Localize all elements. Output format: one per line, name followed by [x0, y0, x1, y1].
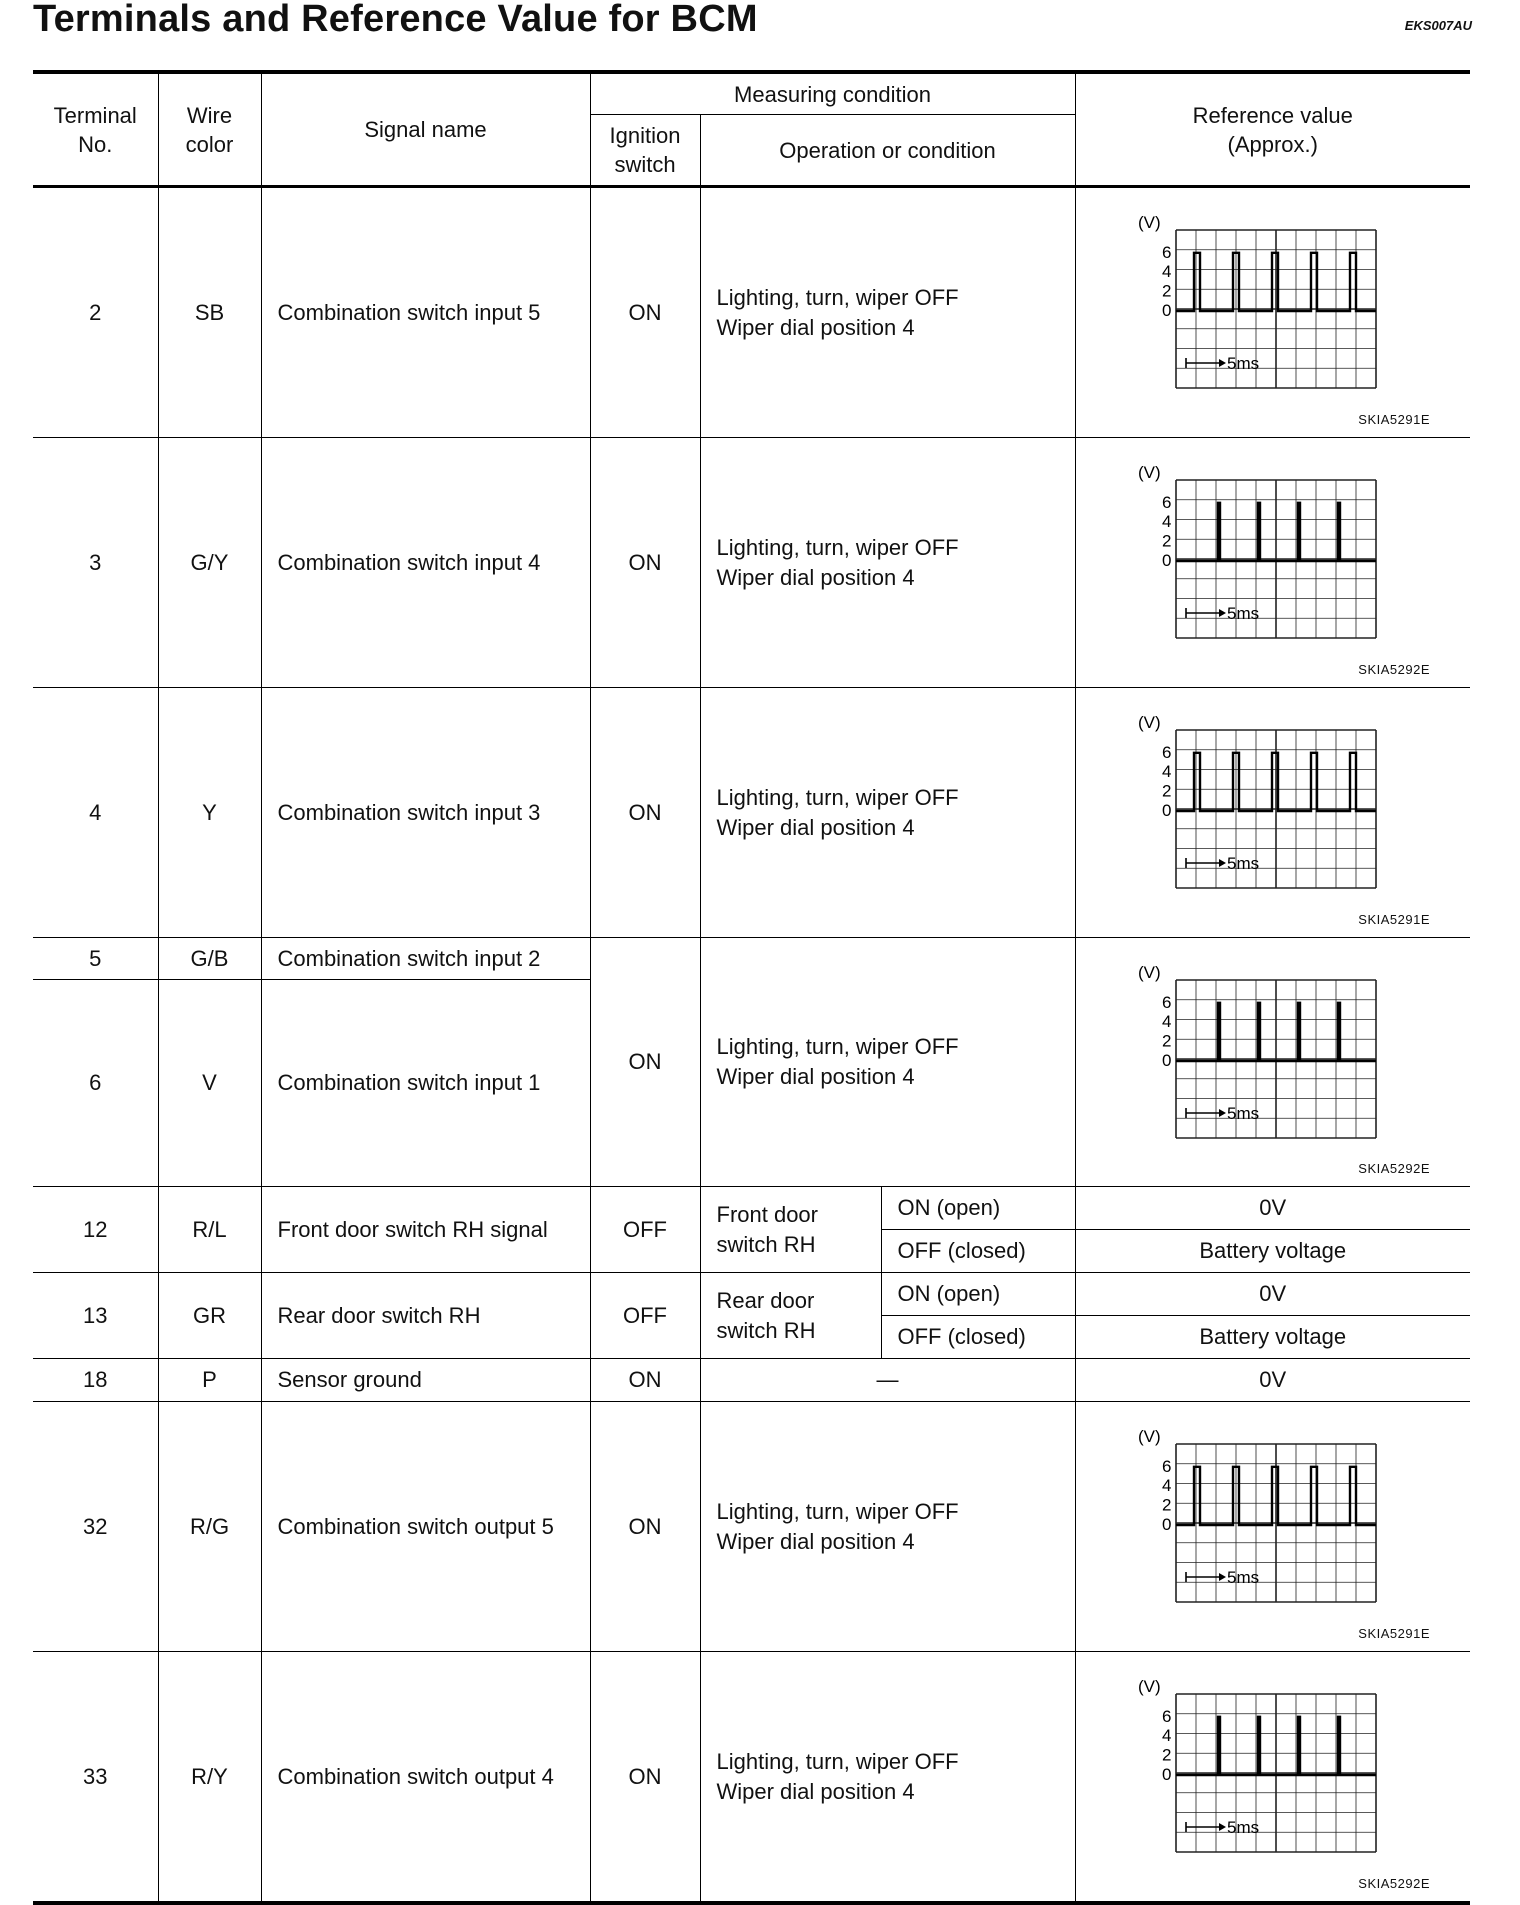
- y-tick-label: 2: [1161, 1745, 1171, 1765]
- arrow-right-icon: [1219, 359, 1226, 367]
- condition-cell: [700, 1187, 881, 1273]
- table-row: [33, 1273, 1470, 1316]
- condition-line: switch RH: [716, 1231, 816, 1257]
- y-tick-label: 0: [1161, 801, 1171, 820]
- waveform-chart: [1138, 966, 1383, 1142]
- terminal-cell: 18: [33, 1359, 158, 1402]
- terminal-cell: 5: [33, 938, 158, 980]
- wire-cell: V: [158, 980, 261, 1187]
- wire-cell: G/B: [158, 938, 261, 980]
- condition-cell: [700, 1273, 881, 1359]
- ignition-cell: ON: [590, 438, 700, 688]
- table-row: [33, 938, 1470, 980]
- signal-cell: Combination switch input 5: [261, 187, 590, 438]
- condition-line: Rear door: [716, 1287, 815, 1313]
- waveform-chart: [1138, 1680, 1383, 1856]
- operation-cell: [700, 688, 1075, 938]
- signal-cell: Front door switch RH signal: [261, 1187, 590, 1273]
- table-row: [33, 688, 1470, 938]
- operation-line: Lighting, turn, wiper OFF: [716, 784, 959, 810]
- wire-cell: SB: [158, 187, 261, 438]
- reference-cell: [1075, 187, 1470, 438]
- figure-id: SKIA5292E: [1358, 1161, 1430, 1176]
- figure-id: SKIA5291E: [1358, 912, 1430, 927]
- terminal-cell: 3: [33, 438, 158, 688]
- header-reference-value: Reference value (Approx.): [1075, 72, 1470, 187]
- waveform-svg: [1138, 966, 1383, 1142]
- arrow-right-icon: [1219, 609, 1226, 617]
- signal-cell: Sensor ground: [261, 1359, 590, 1402]
- y-tick-label: 4: [1161, 1726, 1171, 1746]
- operation-line: Wiper dial position 4: [716, 1528, 915, 1554]
- signal-cell: Combination switch output 4: [261, 1652, 590, 1904]
- table-row: [33, 1402, 1470, 1652]
- arrow-right-icon: [1219, 1573, 1226, 1581]
- y-tick-label: 0: [1161, 551, 1171, 570]
- figure-id: SKIA5291E: [1358, 412, 1430, 427]
- operation-cell: [700, 438, 1075, 688]
- waveform-svg: [1138, 466, 1383, 642]
- time-scale-label: 5ms: [1226, 854, 1259, 873]
- operation-line: Wiper dial position 4: [716, 814, 915, 840]
- reference-cell: [1075, 938, 1470, 1187]
- operation-cell: [700, 938, 1075, 1187]
- waveform-chart: [1138, 1430, 1383, 1606]
- y-tick-label: 0: [1161, 1051, 1171, 1070]
- y-tick-label: 6: [1161, 492, 1171, 512]
- time-scale-label: 5ms: [1226, 1568, 1259, 1587]
- axis-unit-label: (V): [1137, 966, 1161, 982]
- operation-cell: [700, 1652, 1075, 1904]
- table-row: [33, 187, 1470, 438]
- condition-line: switch RH: [716, 1317, 816, 1343]
- y-tick-label: 4: [1161, 1012, 1171, 1032]
- y-tick-label: 4: [1161, 762, 1171, 782]
- condition-line: Front door: [716, 1201, 818, 1227]
- document-code: EKS007AU: [1404, 18, 1472, 33]
- axis-unit-label: (V): [1137, 216, 1161, 232]
- arrow-right-icon: [1219, 1109, 1226, 1117]
- waveform-svg: [1138, 1680, 1383, 1856]
- page-title: Terminals and Reference Value for BCM: [33, 0, 758, 40]
- value-cell: Battery voltage: [1075, 1316, 1470, 1359]
- operation-line: Lighting, turn, wiper OFF: [716, 1748, 959, 1774]
- terminal-cell: 4: [33, 688, 158, 938]
- table-row: [33, 1652, 1470, 1904]
- ignition-cell: ON: [590, 1359, 700, 1402]
- ignition-cell: OFF: [590, 1187, 700, 1273]
- header-ignition-switch: Ignition switch: [590, 115, 700, 187]
- header-operation: Operation or condition: [700, 115, 1075, 187]
- value-cell: 0V: [1075, 1359, 1470, 1402]
- table-row: [33, 1359, 1470, 1402]
- operation-line: Wiper dial position 4: [716, 1778, 915, 1804]
- y-tick-label: 6: [1161, 1456, 1171, 1476]
- ignition-cell: ON: [590, 938, 700, 1187]
- signal-cell: Combination switch output 5: [261, 1402, 590, 1652]
- y-tick-label: 2: [1161, 281, 1171, 301]
- state-cell: ON (open): [881, 1273, 1075, 1316]
- time-scale-label: 5ms: [1226, 1818, 1259, 1837]
- value-cell: 0V: [1075, 1273, 1470, 1316]
- header-measuring-condition: Measuring condition: [590, 72, 1075, 115]
- operation-cell: —: [700, 1359, 1075, 1402]
- terminal-cell: 12: [33, 1187, 158, 1273]
- y-tick-label: 0: [1161, 1765, 1171, 1784]
- y-tick-label: 4: [1161, 262, 1171, 282]
- wire-cell: G/Y: [158, 438, 261, 688]
- value-cell: 0V: [1075, 1187, 1470, 1230]
- y-tick-label: 6: [1161, 992, 1171, 1012]
- axis-unit-label: (V): [1137, 466, 1161, 482]
- arrow-right-icon: [1219, 1823, 1226, 1831]
- terminal-cell: 6: [33, 980, 158, 1187]
- value-cell: Battery voltage: [1075, 1230, 1470, 1273]
- state-cell: ON (open): [881, 1187, 1075, 1230]
- time-scale-label: 5ms: [1226, 1104, 1259, 1123]
- operation-line: Wiper dial position 4: [716, 564, 915, 590]
- header-wire-color: Wire color: [158, 72, 261, 187]
- y-tick-label: 6: [1161, 742, 1171, 762]
- arrow-right-icon: [1219, 859, 1226, 867]
- reference-cell: [1075, 688, 1470, 938]
- wire-cell: R/G: [158, 1402, 261, 1652]
- signal-cell: Combination switch input 1: [261, 980, 590, 1187]
- axis-unit-label: (V): [1137, 716, 1161, 732]
- y-tick-label: 6: [1161, 1706, 1171, 1726]
- y-tick-label: 0: [1161, 1515, 1171, 1534]
- ignition-cell: ON: [590, 187, 700, 438]
- y-tick-label: 0: [1161, 301, 1171, 320]
- signal-cell: Combination switch input 3: [261, 688, 590, 938]
- operation-line: Lighting, turn, wiper OFF: [716, 1034, 959, 1059]
- ignition-cell: OFF: [590, 1273, 700, 1359]
- terminal-cell: 32: [33, 1402, 158, 1652]
- wire-cell: Y: [158, 688, 261, 938]
- waveform-svg: [1138, 716, 1383, 892]
- wire-cell: R/Y: [158, 1652, 261, 1904]
- time-scale-label: 5ms: [1226, 604, 1259, 623]
- y-tick-label: 2: [1161, 1495, 1171, 1515]
- reference-cell: [1075, 438, 1470, 688]
- y-tick-label: 4: [1161, 512, 1171, 532]
- y-tick-label: 2: [1161, 1031, 1171, 1051]
- y-tick-label: 2: [1161, 781, 1171, 801]
- wire-cell: P: [158, 1359, 261, 1402]
- operation-line: Wiper dial position 4: [716, 1064, 915, 1089]
- ignition-cell: ON: [590, 1652, 700, 1904]
- reference-cell: [1075, 1402, 1470, 1652]
- operation-line: Wiper dial position 4: [716, 314, 915, 340]
- figure-id: SKIA5291E: [1358, 1626, 1430, 1641]
- table-row: [33, 438, 1470, 688]
- terminal-cell: 33: [33, 1652, 158, 1904]
- reference-cell: [1075, 1652, 1470, 1904]
- y-tick-label: 6: [1161, 242, 1171, 262]
- terminal-cell: 2: [33, 187, 158, 438]
- figure-id: SKIA5292E: [1358, 1876, 1430, 1891]
- wire-cell: R/L: [158, 1187, 261, 1273]
- header-signal-name: Signal name: [261, 72, 590, 187]
- operation-cell: [700, 1402, 1075, 1652]
- waveform-chart: [1138, 716, 1383, 892]
- terminal-cell: 13: [33, 1273, 158, 1359]
- axis-unit-label: (V): [1137, 1680, 1161, 1696]
- waveform-svg: [1138, 1430, 1383, 1606]
- signal-cell: Rear door switch RH: [261, 1273, 590, 1359]
- operation-cell: [700, 187, 1075, 438]
- operation-line: Lighting, turn, wiper OFF: [716, 1498, 959, 1524]
- operation-line: Lighting, turn, wiper OFF: [716, 284, 959, 310]
- y-tick-label: 4: [1161, 1476, 1171, 1496]
- state-cell: OFF (closed): [881, 1316, 1075, 1359]
- waveform-svg: [1138, 216, 1383, 392]
- y-tick-label: 2: [1161, 531, 1171, 551]
- signal-cell: Combination switch input 2: [261, 938, 590, 980]
- ignition-cell: ON: [590, 1402, 700, 1652]
- waveform-chart: [1138, 466, 1383, 642]
- figure-id: SKIA5292E: [1358, 662, 1430, 677]
- state-cell: OFF (closed): [881, 1230, 1075, 1273]
- waveform-chart: [1138, 216, 1383, 392]
- time-scale-label: 5ms: [1226, 354, 1259, 373]
- header-terminal: Terminal No.: [33, 72, 158, 187]
- table-row: [33, 1187, 1470, 1230]
- operation-line: Lighting, turn, wiper OFF: [716, 534, 959, 560]
- axis-unit-label: (V): [1137, 1430, 1161, 1446]
- signal-cell: Combination switch input 4: [261, 438, 590, 688]
- ignition-cell: ON: [590, 688, 700, 938]
- bcm-terminal-table: [33, 70, 1470, 1905]
- wire-cell: GR: [158, 1273, 261, 1359]
